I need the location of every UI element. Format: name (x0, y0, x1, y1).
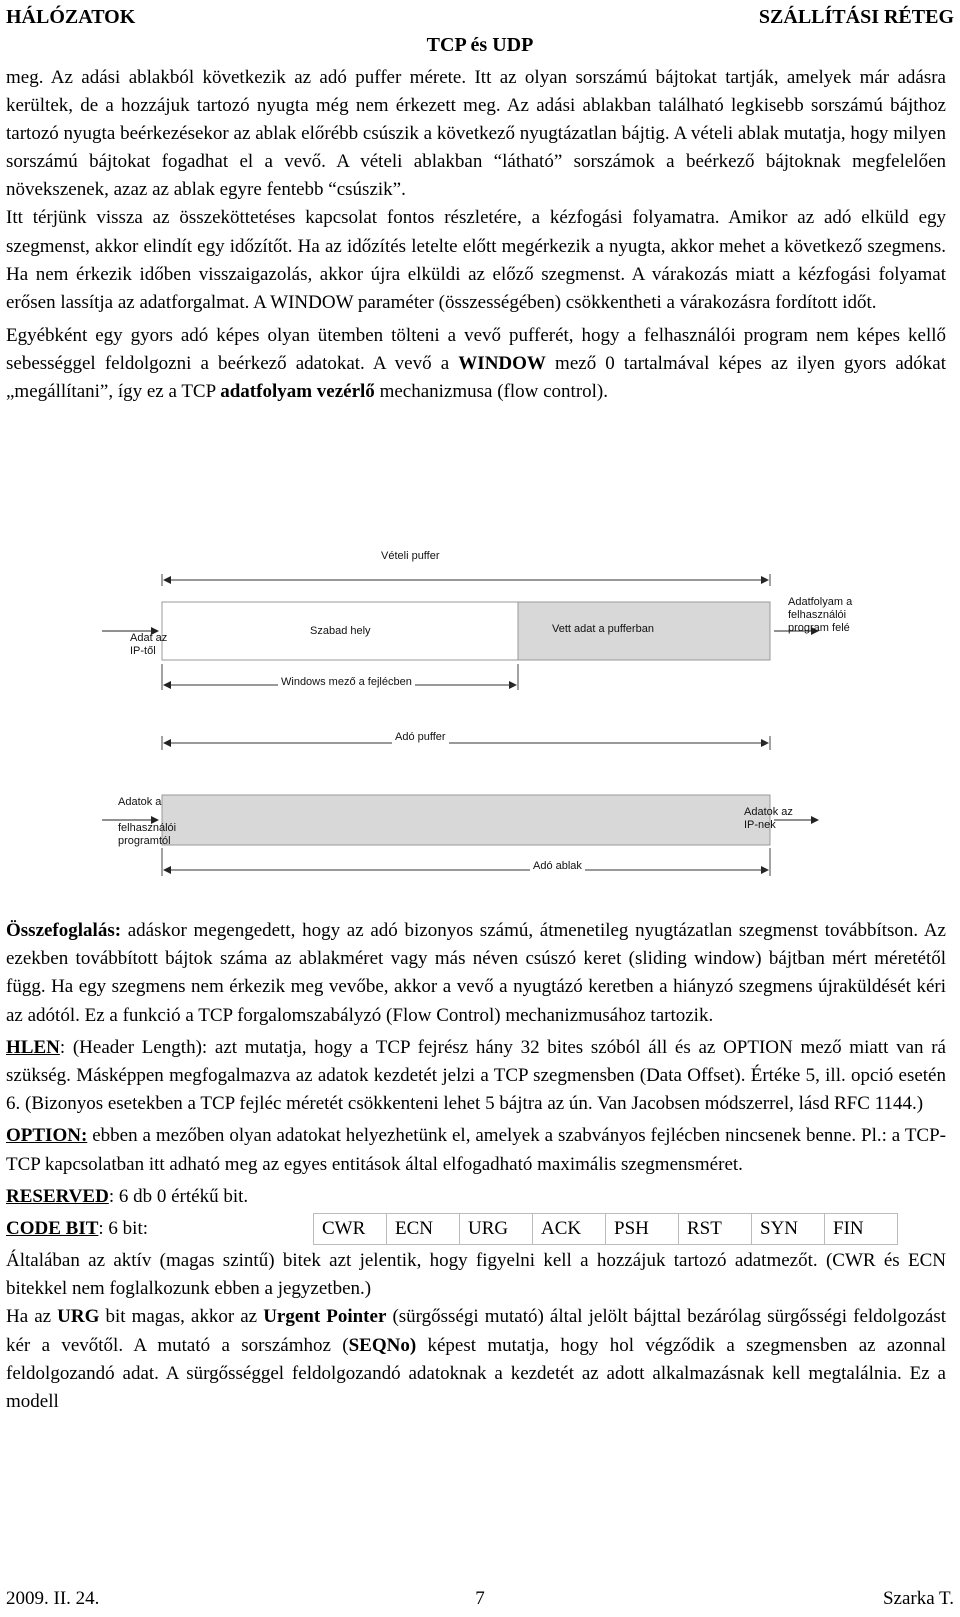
paragraph-reserved: RESERVED: 6 db 0 értékű bit. (6, 1185, 249, 1207)
paragraph-flow-control: Egyébként egy gyors adó képes olyan ütemben tölteni a vevő pufferét, hogy a felhasználói program nem képes kellő sebességgel feldolgozni a beérkező adatokat. A vevő a WINDOW mező 0 tartalmával képes az ilyen gyors adókat „megállítani”, így ez a TCP adatfolyam vezérlő mechanizmusa (flow control). (6, 324, 946, 403)
codebit-table-row (314, 1214, 898, 1245)
codebit-cell: RST (679, 1214, 752, 1245)
footer-date: 2009. II. 24. (6, 1588, 100, 1609)
codebit-row (6, 1213, 946, 1247)
codebit-cell: PSH (606, 1214, 679, 1245)
label-data-to-ip: Adatok az IP-nek (744, 806, 793, 831)
label-data-from-user: Adatok a felhasználói programtól (118, 796, 177, 847)
header-right-title: SZÁLLÍTÁSI RÉTEG (758, 6, 954, 28)
codebit-cell: SYN (752, 1214, 825, 1245)
codebit-cell: URG (460, 1214, 533, 1245)
footer-author: Szarka T. (882, 1588, 954, 1609)
body-text-bottom (6, 917, 946, 1416)
paragraph-handshake: Itt térjünk vissza az összeköttetéses kapcsolat fontos részletére, a kézfogási folyamatra. Amikor az adó elküld egy szegmenst, akkor elindít egy időzítőt. Ha az időzítés letelte előtt megérkezik a nyugta, akkor mehet a következő szegmens. Ha nem érkezik időben visszaigazolás, akkor újra elküldi az előző szegmenst. A várakozás miatt a kézfogási folyamat erősen lassítja az adatforgalmat. A WINDOW paraméter (összességében) csökkentheti a várakozásra fordított időt. (6, 207, 946, 313)
label-data-from-ip: Adat az IP-től (130, 632, 168, 657)
label-written-data: Vett adat a pufferban (552, 623, 654, 635)
label-send-window: Adó ablak (530, 860, 585, 873)
label-data-to-user: Adatfolyam a felhasználói program felé (788, 596, 853, 634)
page-header (6, 4, 954, 60)
codebit-cell: ECN (387, 1214, 460, 1245)
paragraph-hlen: HLEN: (Header Length): azt mutatja, hogy a TCP fejrész hány 32 bites szóból áll és az OPTION mező miatt van rá szükség. Másképpen megfogalmazva az adatok kezdetét jelzi a TCP szegmensben (Data Offset). Értéke 5, ill. opció esetén 6. (Bizonyos esetekben a TCP fejléc méretét csökkenteni lehet 5 bájtra az ún. Van Jacobsen módszerrel, lásd RFC 1144.) (6, 1036, 946, 1115)
header-center-title: TCP és UDP (426, 34, 534, 56)
option-label: OPTION: (6, 1125, 88, 1147)
label-free-space: Szabad hely (310, 625, 371, 637)
body-text-top (6, 64, 946, 406)
label-window-field: Windows mező a fejlécben (278, 676, 415, 689)
paragraph-general: Általában az aktív (magas szintű) bitek azt jelentik, hogy figyelni kell a hozzájuk tartozó adatmezőt. (CWR és ECN bitekkel nem foglalkozunk ebben a jegyzetben.) (6, 1250, 946, 1300)
codebit-table (313, 1213, 898, 1245)
summary-label: Összefoglalás: (6, 920, 122, 941)
codebit-cell: FIN (825, 1214, 898, 1245)
header-left-title: HÁLÓZATOK (6, 6, 136, 28)
label-send-buffer: Adó puffer (392, 731, 449, 744)
paragraph-urg: Ha az URG bit magas, akkor az Urgent Pointer (sürgősségi mutató) által jelölt bájttal bezárólag sürgősségi feldolgozást kér a vevőtől. A mutató a sorszámhoz (SEQNo) képest mutatja, hogy hol végződik a szegmensben az azonnal feldolgozandó adat. A sürgősséggel feldolgozandó adatoknak a kezdetét az adott alkalmazásnak kell megtalálnia. Ez a modell (6, 1306, 946, 1413)
paragraph-option: OPTION: ebben a mezőben olyan adatokat helyezhetünk el, amelyek a szabványos fejlécben nincsenek benne. Pl.: a TCP-TCP kapcsolatban itt adható meg az egyes entitások által elfogadható maximális szegmensméret. (6, 1125, 946, 1175)
paragraph-summary: Összefoglalás: adáskor megengedett, hogy az adó bizonyos számú, átmenetileg nyugtázatlan szegmenst továbbítson. Az ezekben továbbított bájtok száma az ablakméret vagy más néven csúszó keret (sliding window) bájtban mért méretétől függ. Ha egy szegmens nem érkezik meg vevőbe, akkor a vevő a nyugtázó keretben a hiányzó szegmens újraküldését kéri az adótól. Ez a funkció a TCP forgalomszabályzó (Flow Control) mechanizmusához tartozik. (6, 920, 946, 1026)
label-receive-buffer: Vételi puffer (378, 550, 443, 563)
paragraph-window: meg. Az adási ablakból következik az adó puffer mérete. Itt az olyan sorszámú bájtokat tartják, amelyek már adásra kerültek, de a hozzájuk tartozó nyugta még nem érkezett meg. Az adási ablakban található legkisebb sorszámú bájthoz tartozó nyugta beérkezésekor az ablak előrébb csúszik a következő nyugtázatlan bájtig. A vételi ablak mutatja, hogy milyen sorszámú bájtokat fogadhat el a vevő. A vételi ablakban “látható” sorszámok a beérkező bájtoknak megfelelően növekszenek, azaz az ablak egyre fentebb “csúszik”. (6, 67, 946, 201)
diagram-graphics (100, 540, 870, 885)
codebit-cell: ACK (533, 1214, 606, 1245)
hlen-label: HLEN (6, 1036, 60, 1058)
codebit-cell: CWR (314, 1214, 387, 1245)
page-footer (6, 1588, 954, 1616)
reserved-label: RESERVED (6, 1185, 109, 1207)
codebit-text: CODE BIT: 6 bit: (6, 1218, 149, 1240)
footer-page-number: 7 (475, 1588, 485, 1609)
sliding-window-diagram (100, 540, 870, 885)
